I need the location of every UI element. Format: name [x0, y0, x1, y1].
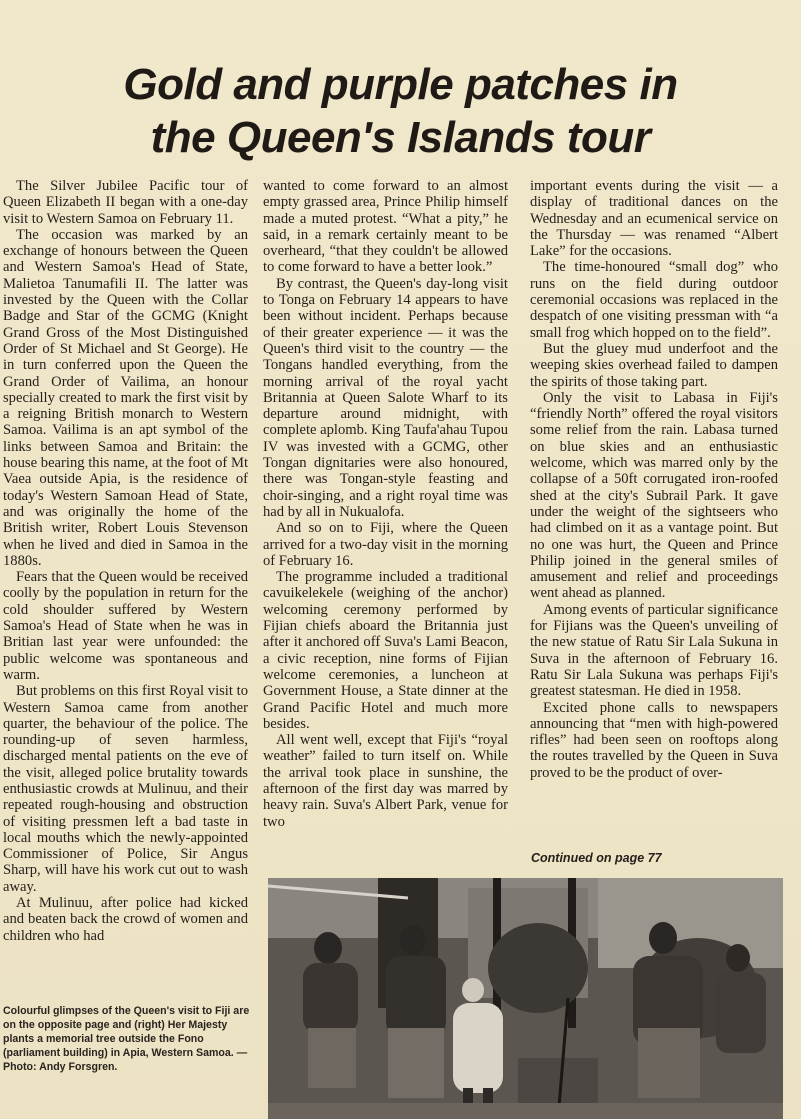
paragraph: And so on to Fiji, where the Queen arrived for a two-day visit in the morning of February 16. [263, 520, 508, 569]
article-column-1 [3, 178, 248, 944]
paragraph: wanted to come forward to an almost empty grassed area, Prince Philip himself made a muted protest. “What a pity,” he said, in a remark certainly meant to be overheard, “that they couldn't be allowed to come forward to have a better look.” [263, 178, 508, 276]
photo-caption: Colourful glimpses of the Queen's visit to Fiji are on the opposite page and (right) Her Majesty plants a memorial tree outside the Fono (parliament building) in Apia, Western Samoa. — Photo: Andy Forsgren. [3, 1005, 250, 1073]
paragraph: Excited phone calls to newspapers announcing that “men with high-powered rifles” had been seen on rooftops along the routes travelled by the Queen in Suva proved to be the product of over- [530, 699, 778, 781]
paragraph: At Mulinuu, after police had kicked and beaten back the crowd of women and children who had [3, 895, 248, 944]
paragraph: Only the visit to Labasa in Fiji's “friendly North” offered the royal visitors some relief from the rain. Labasa turned on blue skies and an enthusiastic welcome, which was marred only by the collapse of a 50ft corrugated iron-roofed shed at the city's Subrail Park. It gave under the weight of the sightseers who had climbed on it as a vantage point. But no one was hurt, the Queen and Prince Philip joined in the general smiles of amusement and relief and proceedings went ahead as planned. [530, 389, 778, 602]
paragraph: By contrast, the Queen's day-long visit to Tonga on February 14 appears to have been without incident. Perhaps because of their greater experience — it was the Queen's third visit to the country — the Tongans handled everything, from the morning arrival of the royal yacht Britannia at Queen Salote Wharf to its departure around midnight, with complete aplomb. King Taufa'ahau Tupou IV was invested with a GCMG, other Tongan dignitaries were also honoured, there was Tongan-style feasting and choir-singing, and a right royal time was had by all in Nukualofa. [263, 275, 508, 520]
paragraph: The time-honoured “small dog” who runs on the field during outdoor ceremonial occasions was replaced in the despatch of one visiting pressman with “a small frog which hopped on to the field”. [530, 259, 778, 341]
headline-line-2: the Queen's Islands tour [150, 113, 651, 162]
continued-note: Continued on page 77 [531, 851, 662, 865]
photo-illustration [268, 878, 783, 1119]
paragraph: important events during the visit — a display of traditional dances on the Wednesday and an ecumenical service on the Thursday — was renamed “Albert Lake” for the occasions. [530, 178, 778, 260]
article-column-3 [530, 178, 778, 781]
paragraph: All went well, except that Fiji's “royal weather” failed to turn itself on. While the arrival took place in sunshine, the afternoon of the first day was marred by heavy rain. Suva's Albert Park, venue for two [263, 732, 508, 830]
paragraph: But problems on this first Royal visit to Western Samoa came from another quarter, the behaviour of the police. The rounding-up of seven harmless, discharged mental patients on the eve of the visit, alleged police brutality towards enthusiastic crowds at Mulinuu, and their repeated rough-housing and obstruction of visiting pressmen left a bad taste in local mouths which the newly-appointed Commissioner of Police, Sir Angus Sharp, will have his work cut out to wash away. [3, 683, 248, 895]
paragraph: But the gluey mud underfoot and the weeping skies overhead failed to dampen the spirits of those taking part. [530, 340, 778, 390]
paragraph: Fears that the Queen would be received coolly by the population in return for the cold shoulder suffered by Western Samoa's Head of State when he was in Britian last year were unfounded: the public welcome was spontaneous and warm. [3, 569, 248, 683]
paragraph: Among events of particular significance for Fijians was the Queen's unveiling of the new statue of Ratu Sir Lala Sukuna in Suva in the afternoon of February 16. Ratu Sir Lala Sukuna was perhaps Fiji's greatest statesman. He died in 1958. [530, 601, 778, 700]
paragraph: The occasion was marked by an exchange of honours between the Queen and Western Samoa's Head of State, Malietoa Tanumafili II. The latter was invested by the Queen with the Collar Badge and Star of the GCMG (Knight Grand Gross of the Most Distinguished Order of St Michael and St George). He in turn conferred upon the Queen the Grand Order of Vailima, an honour specially created to mark the first visit by a reigning British monarch to Western Samoa. Vailima is an apt symbol of the links between Samoa and Britain: the house bearing this name, at the foot of Mt Vaea outside Apia, is the residence of today's Western Samoan Head of State, and was originally the home of the British writer, Robert Louis Stevenson when he lived and died in Samoa in the 1880s. [3, 226, 248, 569]
headline-line-1: Gold and purple patches in [123, 60, 678, 109]
article-column-2 [263, 178, 508, 830]
photo-tree-planting [268, 878, 783, 1119]
headline [0, 58, 801, 164]
paragraph: The programme included a traditional cavuikelekele (weighing of the anchor) welcoming ceremony performed by Fijian chiefs aboard the Britannia just after it anchored off Suva's Lami Beacon, a civic reception, nine forms of Fijian welcome ceremonies, a luncheon at Government House, a State dinner at the Grand Pacific Hotel and much more besides. [263, 569, 508, 732]
paragraph: The Silver Jubilee Pacific tour of Queen Elizabeth II began with a one-day visit to Western Samoa on February 11. [3, 178, 248, 227]
